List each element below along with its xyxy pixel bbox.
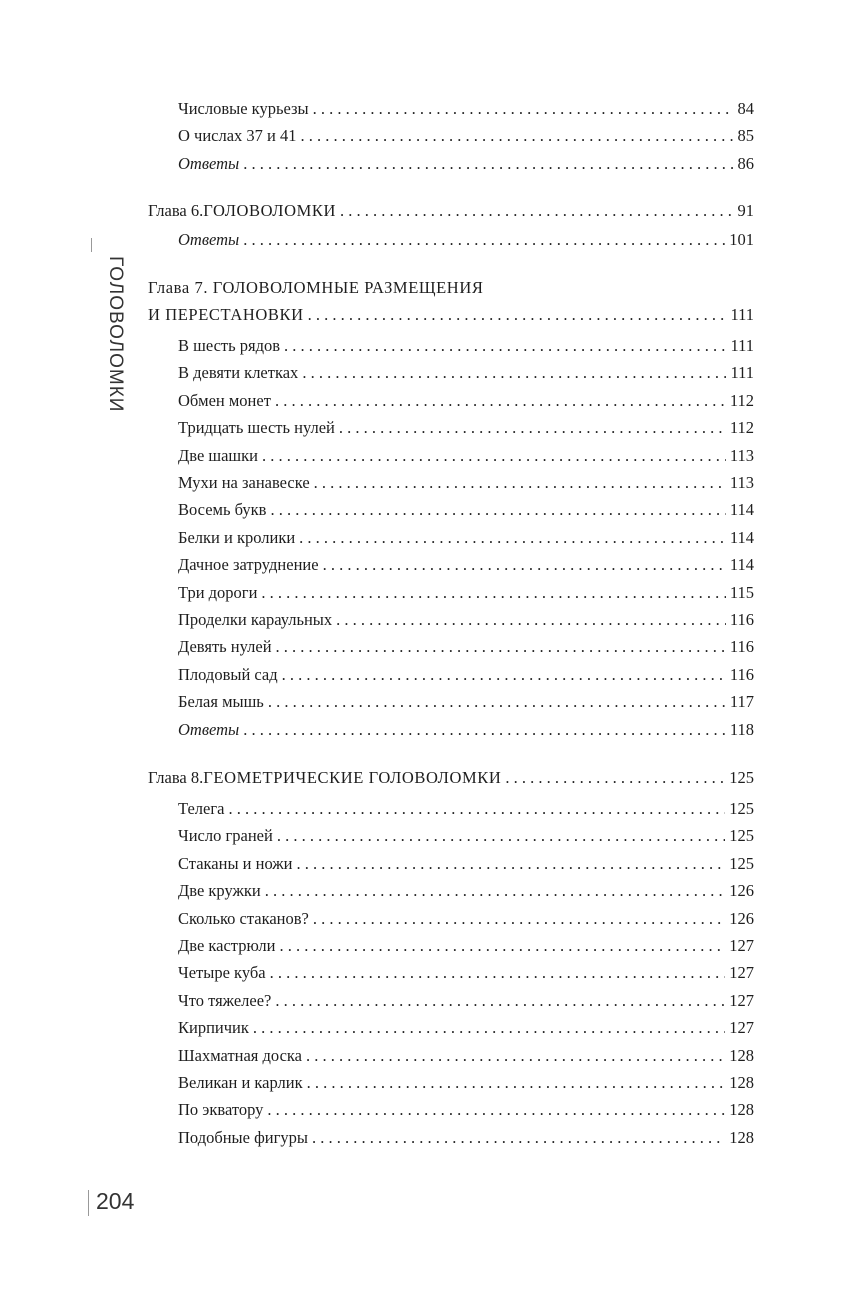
- toc-entry-page: 128: [729, 1045, 754, 1065]
- leader-dots: [282, 665, 726, 685]
- toc-entry-page: 84: [737, 99, 754, 118]
- toc-entry-label: Телега: [178, 799, 225, 818]
- toc-entry-page: 127: [729, 963, 754, 983]
- toc-entry-label: О числах 37 и 41: [178, 126, 297, 145]
- leader-dots: [314, 473, 726, 493]
- leader-dots: [340, 201, 734, 221]
- toc-entry[interactable]: [178, 418, 754, 438]
- toc-entry-page: 111: [730, 305, 754, 324]
- leader-dots: [275, 991, 725, 1011]
- toc-entry-page: 125: [729, 768, 754, 787]
- toc-entry[interactable]: [178, 473, 754, 493]
- toc-entry[interactable]: [178, 692, 754, 712]
- toc-entry-label: Две кружки: [178, 881, 261, 901]
- toc-entry-label: Кирпичик: [178, 1018, 249, 1038]
- leader-dots: [253, 1018, 725, 1038]
- leader-dots: [262, 446, 726, 466]
- toc-entry-page: 127: [729, 1018, 754, 1038]
- chapter-prefix: Глава 6.: [148, 201, 204, 220]
- toc-entry-label: В шесть рядов: [178, 336, 281, 355]
- toc-entry-label: Что тяжелее?: [178, 990, 272, 1010]
- chapter-title: ГЕОМЕТРИЧЕСКИЕ ГОЛОВОЛОМКИ: [203, 768, 502, 787]
- toc-entry-label: Две кастрюли: [178, 936, 276, 955]
- toc-entry-page: 101: [729, 230, 754, 249]
- toc-entry[interactable]: [178, 363, 754, 383]
- toc-entry-page: 125: [729, 826, 754, 846]
- toc-entry[interactable]: [178, 1128, 754, 1148]
- toc-entry-label: Подобные фигуры: [178, 1127, 308, 1147]
- chapter-title-continued: И ПЕРЕСТАНОВКИ: [148, 305, 304, 324]
- leader-dots: [301, 126, 734, 146]
- toc-entry-page: 116: [729, 637, 754, 657]
- toc-entry[interactable]: [178, 500, 754, 520]
- leader-dots: [313, 909, 725, 929]
- toc-entry-label: Стаканы и ножи: [178, 853, 293, 873]
- toc-entry-page: 125: [729, 853, 754, 873]
- leader-dots: [308, 305, 727, 325]
- toc-entry-label: Четыре куба: [178, 963, 266, 983]
- leader-dots: [270, 963, 726, 983]
- toc-entry-page: 86: [737, 154, 754, 173]
- toc-entry-page: 113: [729, 445, 754, 465]
- toc-entry-page: 128: [729, 1073, 754, 1092]
- toc-entry[interactable]: [178, 963, 754, 983]
- toc-entry-page: 116: [729, 610, 754, 629]
- leader-dots: [277, 826, 725, 846]
- toc-entry-page: 117: [729, 692, 754, 712]
- toc-entry-answers[interactable]: [178, 720, 754, 740]
- toc-entry-page: 118: [729, 719, 754, 739]
- toc-entry[interactable]: [178, 446, 754, 466]
- toc-entry-label: Сколько стаканов?: [178, 908, 309, 928]
- toc-entry-page: 85: [737, 126, 754, 145]
- toc-entry[interactable]: [178, 991, 754, 1011]
- leader-dots: [505, 768, 725, 788]
- leader-dots: [268, 692, 726, 712]
- toc-entry-label: Белки и кролики: [178, 527, 296, 547]
- toc-entry-label: Две шашки: [178, 445, 258, 465]
- toc-chapter-7-line1[interactable]: [148, 278, 483, 298]
- toc-entry-label: Мухи на занавеске: [178, 473, 310, 492]
- running-head-title: ГОЛОВОЛОМКИ: [105, 256, 126, 413]
- toc-chapter-8[interactable]: [148, 768, 754, 788]
- toc-entry-label: Числовые курьезы: [178, 99, 309, 118]
- toc-entry-label: Обмен монет: [178, 390, 271, 410]
- leader-dots: [306, 1046, 725, 1066]
- leader-dots: [284, 336, 726, 356]
- toc-entry-label: Число граней: [178, 826, 273, 846]
- toc-entry[interactable]: [178, 1100, 754, 1120]
- toc-entry-page: 114: [729, 500, 754, 520]
- leader-dots: [265, 881, 726, 901]
- toc-entry-page: 128: [729, 1127, 754, 1147]
- leader-dots: [243, 154, 733, 174]
- toc-entry-page: 115: [729, 582, 754, 602]
- toc-entry[interactable]: [178, 1046, 754, 1066]
- toc-chapter-7-line2[interactable]: [148, 305, 754, 325]
- toc-entry-label: Девять нулей: [178, 637, 272, 657]
- toc-entry-page: 111: [730, 336, 754, 355]
- toc-entry-page: 91: [737, 201, 754, 220]
- toc-entry-label: Проделки караульных: [178, 610, 333, 629]
- toc-entry-page: 127: [729, 936, 754, 955]
- toc-entry[interactable]: [178, 528, 754, 548]
- toc-entry[interactable]: [178, 99, 754, 119]
- toc-entry-label: Плодовый сад: [178, 664, 278, 684]
- toc-entry-label: В девяти клетках: [178, 363, 299, 383]
- chapter-title: ГОЛОВОЛОМНЫЕ РАЗМЕЩЕНИЯ: [212, 278, 484, 297]
- chapter-prefix: Глава 7.: [148, 278, 213, 297]
- leader-dots: [307, 1073, 726, 1093]
- leader-dots: [302, 363, 726, 383]
- toc-entry[interactable]: [178, 391, 754, 411]
- toc-chapter-6[interactable]: [148, 201, 754, 221]
- toc-entry-label: Дачное затруднение: [178, 555, 319, 575]
- toc-entry-page: 127: [729, 990, 754, 1010]
- leader-dots: [336, 610, 726, 630]
- toc-entry[interactable]: [178, 826, 754, 846]
- toc-entry-label: Великан и карлик: [178, 1073, 303, 1092]
- leader-dots: [261, 583, 725, 603]
- toc-entry[interactable]: [178, 583, 754, 603]
- toc-entry-label: Ответы: [178, 154, 240, 173]
- toc-entry[interactable]: [178, 936, 754, 956]
- toc-entry-answers[interactable]: [178, 230, 754, 250]
- toc-entry-page: 112: [729, 390, 754, 410]
- leader-dots: [228, 799, 725, 819]
- toc-entry-page: 113: [729, 473, 754, 492]
- leader-dots: [243, 230, 725, 250]
- leader-dots: [270, 500, 725, 520]
- folio-rule: [88, 1190, 89, 1216]
- toc-entry-label: Ответы: [178, 719, 240, 739]
- toc-entry[interactable]: [178, 909, 754, 929]
- toc-entry-label: Восемь букв: [178, 500, 267, 520]
- toc-entry-label: Белая мышь: [178, 692, 264, 712]
- leader-dots: [299, 528, 726, 548]
- toc-entry[interactable]: [178, 881, 754, 901]
- toc-entry-page: 114: [729, 527, 754, 547]
- leader-dots: [297, 854, 726, 874]
- toc-entry-page: 116: [729, 664, 754, 684]
- toc-entry[interactable]: [178, 1018, 754, 1038]
- leader-dots: [275, 391, 726, 411]
- toc-entry-label: По экватору: [178, 1100, 264, 1120]
- toc-entry[interactable]: [178, 665, 754, 685]
- leader-dots: [313, 99, 734, 119]
- toc-entry-page: 126: [729, 908, 754, 928]
- toc-entry-page: 114: [729, 555, 754, 575]
- toc-entry-page: 112: [729, 418, 754, 438]
- toc-entry[interactable]: [178, 1073, 754, 1093]
- leader-dots: [276, 637, 726, 657]
- toc-entry-page: 126: [729, 881, 754, 901]
- leader-dots: [279, 936, 725, 956]
- chapter-prefix: Глава 8.: [148, 768, 204, 787]
- leader-dots: [243, 720, 726, 740]
- leader-dots: [323, 555, 726, 575]
- leader-dots: [312, 1128, 725, 1148]
- toc-entry-label: Тридцать шесть нулей: [178, 418, 335, 438]
- toc-entry[interactable]: [178, 610, 754, 630]
- toc-entry-page: 128: [729, 1100, 754, 1120]
- toc-entry[interactable]: [178, 126, 754, 146]
- page-number: 204: [96, 1188, 135, 1214]
- toc-entry[interactable]: [178, 555, 754, 575]
- toc-entry-label: Шахматная доска: [178, 1045, 302, 1065]
- toc-entry-page: 125: [729, 799, 754, 818]
- toc-entry-page: 111: [730, 363, 754, 383]
- chapter-title: ГОЛОВОЛОМКИ: [203, 201, 336, 220]
- leader-dots: [267, 1100, 725, 1120]
- toc-entry[interactable]: [178, 799, 754, 819]
- toc-entry[interactable]: [178, 854, 754, 874]
- toc-entry-label: Три дороги: [178, 582, 258, 602]
- toc-entry-label: Ответы: [178, 230, 240, 249]
- leader-dots: [339, 418, 726, 438]
- toc-entry[interactable]: [178, 336, 754, 356]
- toc-entry-answers[interactable]: [178, 154, 754, 174]
- toc-entry[interactable]: [178, 637, 754, 657]
